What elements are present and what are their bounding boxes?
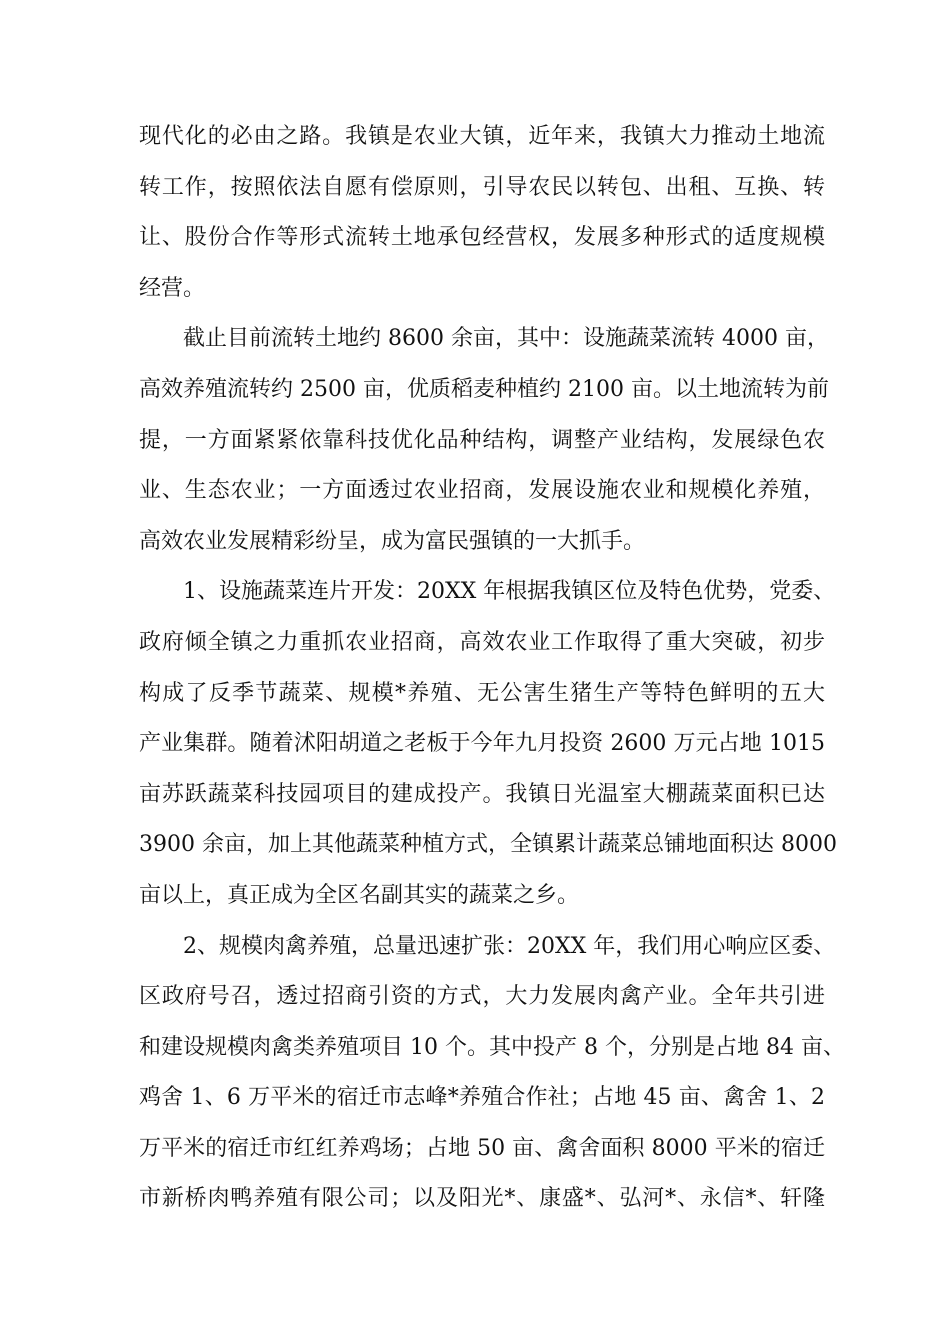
text-line: 鸡舍 1、6 万平米的宿迁市志峰*养殖合作社；占地 45 亩、禽舍 1、2 [139, 1085, 825, 1111]
text-line: 经营。 [139, 275, 206, 301]
text-line: 3900 余亩，加上其他蔬菜种植方式，全镇累计蔬菜总铺地面积达 8000 [139, 832, 837, 858]
text-line: 亩以上，真正成为全区名副其实的蔬菜之乡。 [139, 882, 580, 908]
text-line: 高效养殖流转约 2500 亩，优质稻麦种植约 2100 亩。以土地流转为前 [139, 376, 829, 402]
text-line: 让、股份合作等形式流转土地承包经营权，发展多种形式的适度规模 [139, 225, 825, 251]
text-line: 截止目前流转土地约 8600 余亩，其中：设施蔬菜流转 4000 亩， [183, 326, 829, 352]
text-line: 市新桥肉鸭养殖有限公司；以及阳光*、康盛*、弘河*、永信*、轩隆 [139, 1186, 825, 1212]
text-line: 政府倾全镇之力重抓农业招商，高效农业工作取得了重大突破，初步 [139, 629, 825, 655]
text-line: 构成了反季节蔬菜、规模*养殖、无公害生猪生产等特色鲜明的五大 [139, 680, 825, 706]
text-line: 业、生态农业；一方面透过农业招商，发展设施农业和规模化养殖， [139, 478, 825, 504]
text-line: 产业集群。随着沭阳胡道之老板于今年九月投资 2600 万元占地 1015 [139, 731, 825, 757]
text-line: 区政府号召，透过招商引资的方式，大力发展肉禽产业。全年共引进 [139, 984, 825, 1010]
text-line: 现代化的必由之路。我镇是农业大镇，近年来，我镇大力推动土地流 [139, 124, 825, 149]
text-line: 和建设规模肉禽类养殖项目 10 个。其中投产 8 个，分别是占地 84 亩、 [139, 1034, 845, 1060]
text-line: 1、设施蔬菜连片开发：20XX 年根据我镇区位及特色优势，党委、 [183, 579, 836, 605]
text-line: 提，一方面紧紧依靠科技优化品种结构，调整产业结构，发展绿色农 [139, 427, 825, 453]
text-line: 转工作，按照依法自愿有偿原则，引导农民以转包、出租、互换、转 [139, 174, 825, 200]
body-text [139, 112, 845, 1225]
text-line: 2、规模肉禽养殖，总量迅速扩张：20XX 年，我们用心响应区委、 [183, 933, 836, 959]
text-line: 万平米的宿迁市红红养鸡场；占地 50 亩、禽舍面积 8000 平米的宿迁 [139, 1135, 825, 1161]
text-line: 高效农业发展精彩纷呈，成为富民强镇的一大抓手。 [139, 528, 646, 554]
text-line: 亩苏跃蔬菜科技园项目的建成投产。我镇日光温室大棚蔬菜面积已达 [139, 781, 825, 807]
